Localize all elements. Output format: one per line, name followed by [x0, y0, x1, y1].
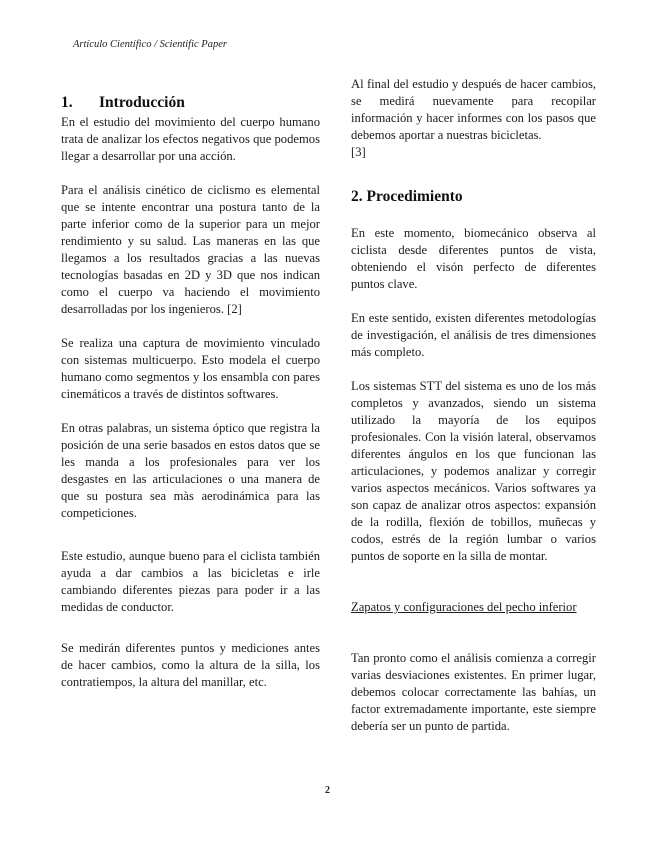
- paragraph: Se realiza una captura de movimiento vinculado con sistemas multicuerpo. Esto modela el cuerpo humano como segmentos y los ensambla con pares cinemáticos a través de distintos softwares.: [61, 336, 320, 401]
- paragraph: En el estudio del movimiento del cuerpo humano trata de analizar los efectos negativos que podemos llegar a desarrollar por una acción.: [61, 115, 320, 163]
- paragraph: [351, 76, 596, 161]
- paragraph: Para el análisis cinético de ciclismo es elemental que se intente encontrar una postura tanto de la parte inferior como de la superior para un mejor rendimiento y su salud. Las maneras en las que llegamos a los resultados gracias a las nuevas tecnologías basadas en 2D y 3D que nos indican como el cuerpo va haciendo el movimiento desarrolladas por los ingenieros. [2]: [61, 183, 320, 316]
- paragraph-text: Al final del estudio y después de hacer cambios, se medirá nuevamente para recopilar información y hacer informes con los pasos que debemos aportar a nuestras bicicletas.: [351, 77, 596, 142]
- paragraph: Tan pronto como el análisis comienza a corregir varias desviaciones existentes. En primer lugar, debemos colocar correctamente las bahías, un factor extremadamente importante, este siempre debería ser un punto de partida.: [351, 651, 596, 733]
- paragraph: Este estudio, aunque bueno para el ciclista también ayuda a dar cambios a las bicicletas e irle cambiando diferentes piezas para poder ir a las medidas de conductor.: [61, 549, 320, 614]
- paragraph: En otras palabras, un sistema óptico que registra la posición de una serie basados en estos datos que se les manda a los profesionales para ver los desgastes en las articulaciones o una manera de que su postura sea màs aerodinámica para las competiciones.: [61, 421, 320, 520]
- page-number: 2: [325, 785, 330, 796]
- paragraph: Los sistemas STT del sistema es uno de los más completos y avanzados, siendo un sistema utilizado la mayoría de los equipos profesionales. Con la visión lateral, observamos diferentes ángulos en los que funcionan las articulaciones, y podemos analizar y corregir varios aspectos mecánicos. Varios softwares ya son capaz de analizar otros aspectos: expansión de la rodilla, flexión de tobillos, muñecas y codos, estrés de la región lumbar o varios puntos de soporte en la silla de montar.: [351, 379, 596, 563]
- subheading: Zapatos y configuraciones del pecho inferior: [351, 600, 577, 614]
- section-heading-procedimiento: 2. Procedimiento: [351, 188, 463, 205]
- paragraph: En este sentido, existen diferentes metodologías de investigación, el análisis de tres dimensiones más completo.: [351, 311, 596, 359]
- section-heading-introduccion: [61, 94, 185, 112]
- section-number: 1.: [61, 94, 73, 111]
- paragraph: Se medirán diferentes puntos y mediciones antes de hacer cambios, como la altura de la silla, los contratiempos, la altura del manillar, etc.: [61, 641, 320, 689]
- paragraph: En este momento, biomecánico observa al ciclista desde diferentes puntos de vista, obteniendo el visón perfecto de diferentes puntos clave.: [351, 226, 596, 291]
- running-header: Artículo Científico / Scientific Paper: [73, 39, 227, 50]
- citation: [3]: [351, 145, 366, 159]
- section-title: Introducción: [99, 94, 185, 111]
